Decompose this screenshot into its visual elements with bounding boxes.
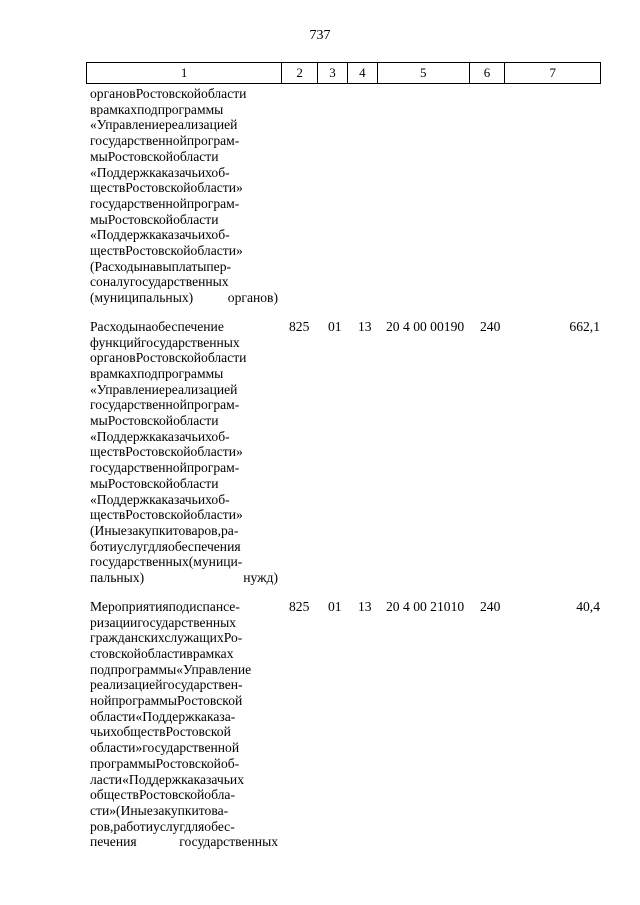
description-line: ществРостовскойобласти» bbox=[90, 507, 243, 523]
row-cell-col-5: 20 4 00 21010 bbox=[386, 598, 465, 614]
description-line: реализациейгосударствен- bbox=[90, 677, 243, 693]
description-line: мыРостовскойобласти bbox=[90, 475, 219, 491]
table-row bbox=[90, 86, 600, 306]
description-line: ров,работиуслугдляобес- bbox=[90, 818, 235, 834]
description-line: (Расходынавыплатыпер- bbox=[90, 258, 232, 274]
table-header bbox=[86, 62, 601, 84]
description-line: чьихобществРостовской bbox=[90, 724, 231, 740]
description-line: стовскойобластиврамках bbox=[90, 645, 234, 661]
header-col-6: 6 bbox=[470, 63, 506, 83]
description-line: мыРостовскойобласти bbox=[90, 148, 219, 164]
description-line: ласти«Поддержкаказачьих bbox=[90, 771, 244, 787]
header-col-3: 3 bbox=[318, 63, 348, 83]
description-line: государственнойпрограм- bbox=[90, 133, 240, 149]
description-line: государственнойпрограм- bbox=[90, 397, 240, 413]
description-line: сти»(Иныезакупкитова- bbox=[90, 802, 229, 818]
row-cell-col-3: 01 bbox=[328, 318, 342, 334]
description-line: «Управлениереализацией bbox=[90, 117, 238, 133]
description-line: ществРостовскойобласти» bbox=[90, 180, 243, 196]
description-line: государственнойпрограм- bbox=[90, 195, 240, 211]
row-description bbox=[90, 86, 278, 306]
description-line: Мероприятияподиспансе- bbox=[90, 598, 240, 614]
row-cell-col-2: 825 bbox=[289, 598, 310, 614]
row-description bbox=[90, 599, 278, 850]
description-line: гражданскихслужащихРо- bbox=[90, 630, 243, 646]
description-line: «Поддержкаказачьихоб- bbox=[90, 491, 230, 507]
description-line: врамкахподпрограммы bbox=[90, 101, 224, 117]
row-cell-col-4: 13 bbox=[358, 598, 372, 614]
description-line: ризациигосударственных bbox=[90, 614, 237, 630]
row-cell-col-7: 40,4 bbox=[576, 598, 600, 614]
header-col-7: 7 bbox=[549, 65, 556, 80]
description-line: области»государственной bbox=[90, 740, 240, 756]
description-line: программыРостовскойоб- bbox=[90, 755, 240, 771]
description-line: мыРостовскойобласти bbox=[90, 211, 219, 227]
row-cell-col-7: 662,1 bbox=[569, 318, 600, 334]
description-line: Расходынаобеспечение bbox=[90, 318, 224, 334]
table-body bbox=[90, 86, 600, 850]
header-col-2: 2 bbox=[282, 63, 318, 83]
description-line: печения государственных bbox=[90, 834, 278, 850]
table-row bbox=[90, 319, 600, 586]
description-line: органовРостовскойобласти bbox=[90, 350, 247, 366]
description-line: органовРостовскойобласти bbox=[90, 86, 247, 101]
description-line: мыРостовскойобласти bbox=[90, 413, 219, 429]
description-line: ществРостовскойобласти» bbox=[90, 444, 243, 460]
description-line: пальных) нужд) bbox=[90, 570, 278, 586]
description-line: функцийгосударственных bbox=[90, 334, 240, 350]
table-row bbox=[90, 599, 600, 850]
row-description bbox=[90, 319, 278, 586]
description-line: области«Поддержкаказа- bbox=[90, 708, 236, 724]
description-line: «Поддержкаказачьихоб- bbox=[90, 428, 230, 444]
description-line: ботиуслугдляобеспечения bbox=[90, 538, 241, 554]
page-number: 737 bbox=[309, 28, 331, 43]
description-line: (Иныезакупкитоваров,ра- bbox=[90, 522, 239, 538]
row-cell-col-5: 20 4 00 00190 bbox=[386, 318, 465, 334]
description-line: обществРостовскойобла- bbox=[90, 787, 235, 803]
header-col-4: 4 bbox=[348, 63, 378, 83]
header-col-5: 5 bbox=[378, 63, 470, 83]
description-line: государственных(муници- bbox=[90, 554, 243, 570]
description-line: ществРостовскойобласти» bbox=[90, 243, 243, 259]
description-line: (муниципальных) органов) bbox=[90, 290, 278, 306]
description-line: подпрограммы«Управление bbox=[90, 661, 252, 677]
row-cell-col-6: 240 bbox=[480, 598, 501, 614]
row-cell-col-3: 01 bbox=[328, 598, 342, 614]
row-cell-col-6: 240 bbox=[480, 318, 501, 334]
description-line: «Управлениереализацией bbox=[90, 381, 238, 397]
description-line: соналугосударственных bbox=[90, 274, 229, 290]
description-line: государственнойпрограм- bbox=[90, 460, 240, 476]
description-line: нойпрограммыРостовской bbox=[90, 693, 243, 709]
description-line: «Поддержкаказачьихоб- bbox=[90, 227, 230, 243]
row-cell-col-2: 825 bbox=[289, 318, 310, 334]
header-col-1: 1 bbox=[87, 63, 282, 83]
description-line: врамкахподпрограммы bbox=[90, 365, 224, 381]
row-cell-col-4: 13 bbox=[358, 318, 372, 334]
description-line: «Поддержкаказачьихоб- bbox=[90, 164, 230, 180]
